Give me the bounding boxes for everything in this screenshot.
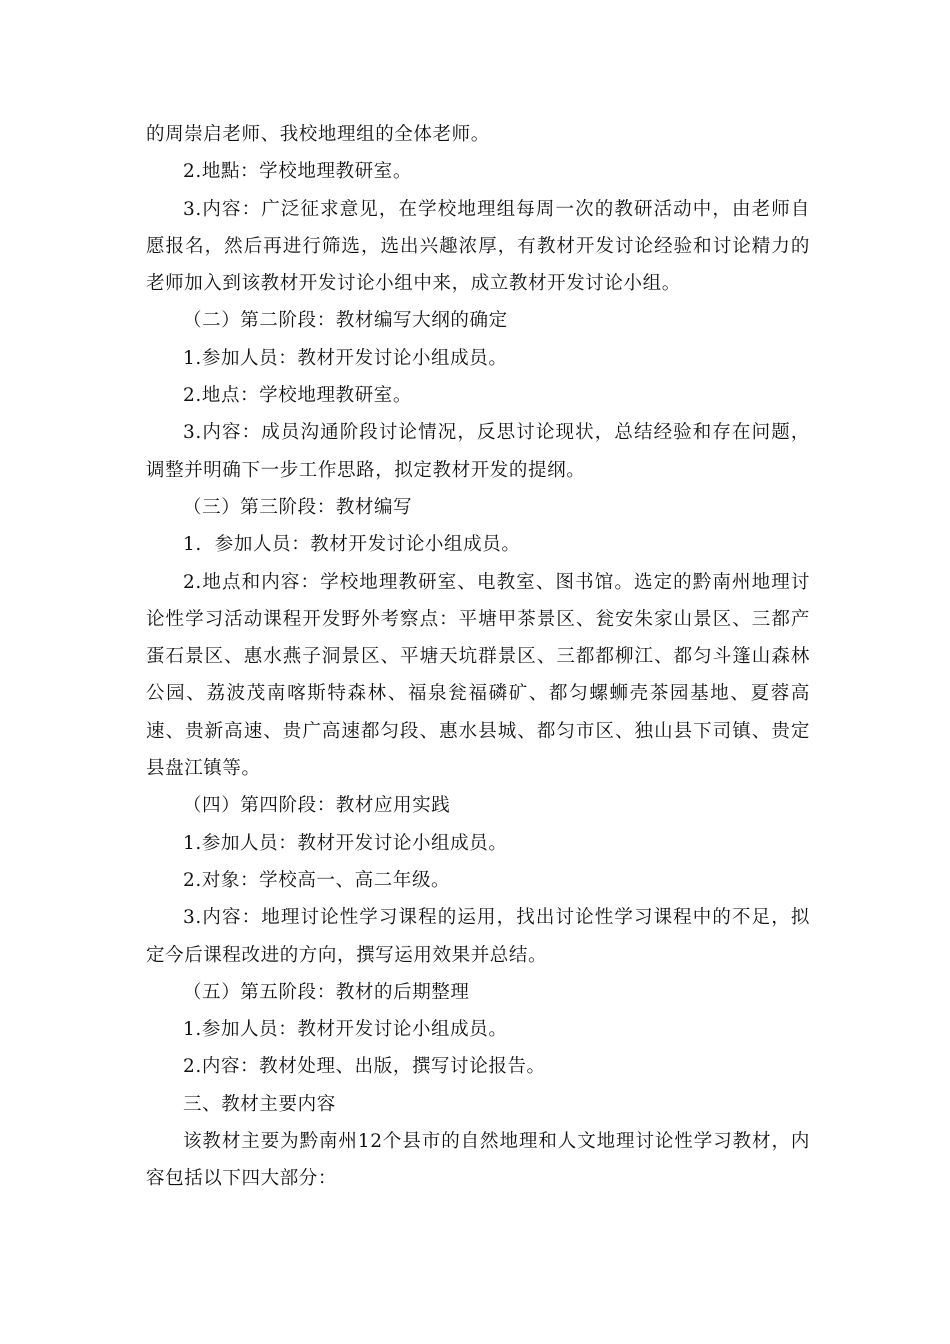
paragraph-stage1-content: 3.内容：广泛征求意见，在学校地理组每周一次的教研活动中，由老师自愿报名，然后再进行筛选，选出兴趣浓厚，有教材开发讨论经验和讨论精力的老师加入到该教材开发讨论小组中来，成立教材开发讨论小组。 [146, 198, 810, 295]
paragraph-stage3-participants: 1. 参加人员：教材开发讨论小组成员。 [183, 534, 521, 556]
heading-stage3: （三）第三阶段：教材编写 [183, 496, 413, 518]
paragraph-stage2-participants: 1.参加人员：教材开发讨论小组成员。 [183, 347, 508, 369]
paragraph-section3-intro: 该教材主要为黔南州12个县市的自然地理和人文地理讨论性学习教材，内容包括以下四大部分： [146, 1131, 810, 1190]
paragraph-participants-continued: 的周崇启老师、我校地理组的全体老师。 [146, 124, 490, 145]
heading-stage4: （四）第四阶段：教材应用实践 [183, 795, 451, 817]
paragraph-stage5-participants: 1.参加人员：教材开发讨论小组成员。 [183, 1019, 508, 1041]
paragraph-stage2-content: 3.内容：成员沟通阶段讨论情况，反思讨论现状，总结经验和存在问题，调整并明确下一步工作思路，拟定教材开发的提纲。 [146, 422, 810, 481]
paragraph-stage4-participants: 1.参加人员：教材开发讨论小组成员。 [183, 832, 508, 854]
paragraph-stage5-content: 2.内容：教材处理、出版，撰写讨论报告。 [183, 1056, 546, 1078]
document-body [146, 116, 810, 1198]
heading-stage5: （五）第五阶段：教材的后期整理 [183, 981, 470, 1003]
paragraph-stage1-location: 2.地點：学校地理教研室。 [183, 161, 412, 183]
paragraph-stage3-location-content: 2.地点和内容：学校地理教研室、电教室、图书馆。选定的黔南州地理讨论性学习活动课程开发野外考察点：平塘甲茶景区、瓮安朱家山景区、三都产蛋石景区、惠水燕子洞景区、平塘天坑群景区、三都都柳江、都匀斗篷山森林公园、荔波茂南喀斯特森林、福泉瓮福磷矿、都匀螺蛳壳茶园基地、夏蓉高速、贵新高速、贵广高速都匀段、惠水县城、都匀市区、独山县下司镇、贵定县盘江镇等。 [146, 571, 810, 780]
paragraph-stage2-location: 2.地点：学校地理教研室。 [183, 385, 412, 407]
heading-stage2: （二）第二阶段：教材编写大纲的确定 [183, 310, 508, 332]
paragraph-stage4-content: 3.内容：地理讨论性学习课程的运用，找出讨论性学习课程中的不足，拟定今后课程改进的方向，撰写运用效果并总结。 [146, 907, 810, 966]
paragraph-stage4-target: 2.对象：学校高一、高二年级。 [183, 869, 451, 891]
heading-section3: 三、教材主要内容 [183, 1093, 336, 1115]
